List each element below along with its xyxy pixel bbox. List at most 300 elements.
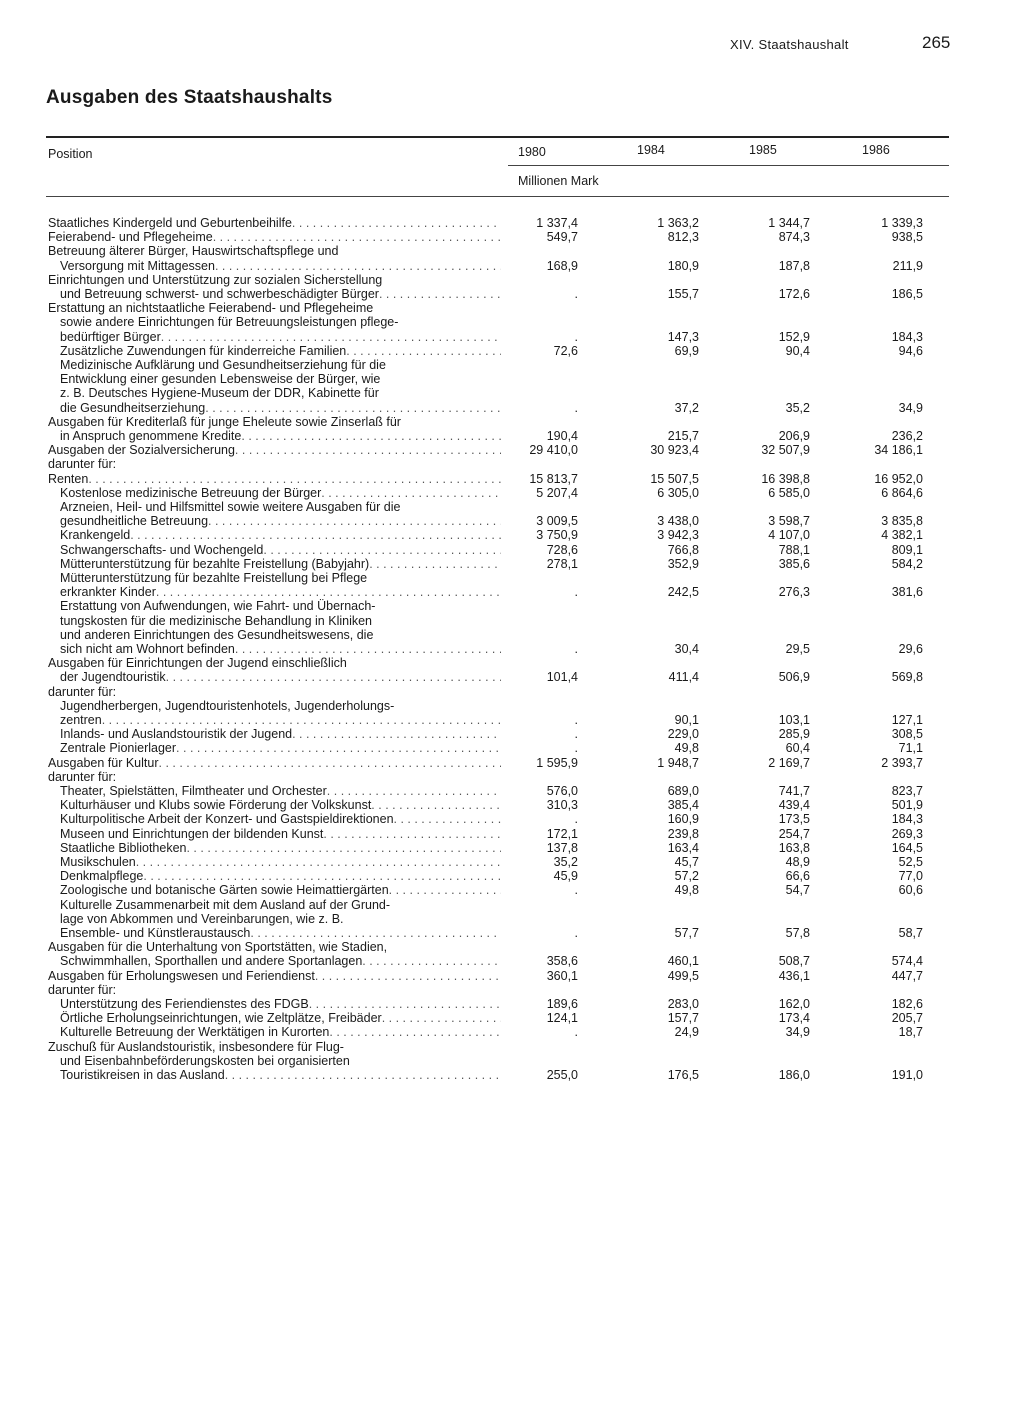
row-label-line	[48, 855, 501, 869]
row-label-line	[48, 841, 501, 855]
leader-dots	[235, 642, 501, 656]
row-label-line: Erstattung an nichtstaatliche Feierabend- und Pflegeheime	[48, 301, 374, 316]
cell-1984: 352,9	[667, 556, 699, 571]
row-label-line	[48, 1068, 501, 1082]
cell-1986: 236,2	[891, 428, 923, 443]
cell-1986: 381,6	[891, 585, 923, 600]
row-label-text: Schwangerschafts- und Wochengeld	[60, 542, 264, 557]
row-label-text: Unterstützung des Feriendienstes des FDGB	[60, 997, 309, 1011]
row-label-line	[48, 330, 501, 344]
leader-dots	[323, 827, 501, 841]
cell-1986: 16 952,0	[874, 471, 923, 486]
row-label-text: Zentrale Pionierlager	[60, 741, 177, 756]
cell-1986: 34,9	[898, 400, 923, 415]
leader-dots	[205, 401, 501, 415]
leader-dots	[394, 812, 501, 826]
row-label-line: Betreuung älterer Bürger, Hauswirtschaftspflege und	[48, 244, 339, 259]
cell-1984: 1 363,2	[657, 216, 699, 230]
cell-1986: 77,0	[898, 869, 923, 884]
cell-1984: 411,4	[668, 670, 699, 685]
cell-1986: 3 835,8	[881, 514, 923, 529]
row-label-line: lage von Abkommen und Vereinbarungen, wie z. B.	[60, 911, 344, 926]
cell-1985: 285,9	[778, 727, 810, 742]
row-label	[48, 230, 501, 244]
cell-1986: 205,7	[891, 1011, 923, 1026]
cell-1985: 3 598,7	[768, 514, 810, 529]
cell-1980: .	[574, 925, 578, 940]
row-label-line	[48, 543, 501, 557]
row-label-line	[48, 642, 501, 656]
cell-1984: 90,1	[674, 712, 699, 727]
cell-1980: 1 337,4	[536, 216, 578, 230]
cell-1980: 728,6	[546, 542, 578, 557]
leader-dots	[362, 954, 501, 968]
row-label	[48, 685, 501, 699]
cell-1986: 584,2	[891, 556, 923, 571]
leader-dots	[371, 798, 501, 812]
cell-1986: 2 393,7	[881, 755, 923, 770]
cell-1986: 182,6	[891, 997, 923, 1011]
row-label-text: Feierabend- und Pflegeheime	[48, 230, 213, 245]
row-label	[48, 1040, 501, 1083]
row-label	[48, 869, 501, 883]
row-label-text: in Anspruch genommene Kredite	[60, 428, 242, 443]
row-label-text: Renten	[48, 471, 89, 486]
row-label	[48, 443, 501, 457]
cell-1980: .	[574, 1025, 578, 1040]
leader-dots	[292, 727, 501, 741]
cell-1985: 874,3	[778, 230, 810, 245]
cell-1980: .	[574, 400, 578, 415]
cell-1985: 206,9	[778, 428, 810, 443]
row-label-text: Staatliche Bibliotheken	[60, 840, 187, 855]
cell-1986: 308,5	[891, 727, 923, 742]
cell-1985: 32 507,9	[761, 443, 810, 458]
cell-1984: 3 942,3	[657, 528, 699, 543]
row-label-text: Versorgung mit Mittagessen	[60, 258, 215, 273]
page-title: Ausgaben des Staatshaushalts	[46, 87, 333, 108]
cell-1986: 184,3	[891, 812, 923, 827]
cell-1980: .	[574, 727, 578, 742]
row-label	[48, 997, 501, 1011]
row-label	[48, 486, 501, 500]
leader-dots	[156, 585, 501, 599]
row-label-text: und Betreuung schwerst- und schwerbeschädigter Bürger	[60, 286, 379, 301]
row-label-text: Zusätzliche Zuwendungen für kinderreiche Familien	[60, 343, 347, 358]
row-label-text: Theater, Spielstätten, Filmtheater und Orchester	[60, 784, 327, 798]
section-title: XIV. Staatshaushalt	[730, 37, 849, 52]
cell-1980: 124,1	[546, 1011, 578, 1026]
cell-1980: 190,4	[546, 428, 578, 443]
row-label-text: Mütterunterstützung für bezahlte Freistellung (Babyjahr)	[60, 556, 370, 571]
row-label-text: Kostenlose medizinische Betreuung der Bürger	[60, 485, 322, 500]
cell-1980: .	[574, 712, 578, 727]
cell-1986: 29,6	[898, 641, 923, 656]
cell-1980: 3 009,5	[536, 514, 578, 529]
cell-1985: 29,5	[785, 641, 810, 656]
cell-1985: 152,9	[778, 329, 810, 344]
row-label-line	[48, 727, 501, 741]
cell-1986: 58,7	[898, 925, 923, 940]
row-label-line	[48, 756, 501, 770]
cell-1985: 506,9	[778, 670, 810, 685]
row-label	[48, 273, 501, 301]
cell-1985: 187,8	[778, 258, 810, 273]
row-label-text: Musikschulen	[60, 855, 136, 869]
cell-1986: 447,7	[891, 968, 923, 983]
cell-1984: 37,2	[674, 400, 699, 415]
row-label-line	[48, 230, 501, 244]
cell-1984: 160,9	[667, 812, 699, 827]
cell-1985: 66,6	[785, 869, 810, 884]
cell-1984: 24,9	[674, 1025, 699, 1040]
row-label-line: Erstattung von Aufwendungen, wie Fahrt- und Übernach-	[60, 599, 376, 614]
leader-dots	[215, 259, 501, 273]
cell-1980: 5 207,4	[536, 485, 578, 500]
cell-1984: 229,0	[667, 727, 699, 742]
cell-1985: 276,3	[778, 585, 810, 600]
row-label-line	[48, 216, 501, 230]
row-label-text: sich nicht am Wohnort befinden	[60, 641, 235, 656]
cell-1984: 812,3	[667, 230, 699, 245]
cell-1985: 173,4	[778, 1011, 810, 1026]
cell-1984: 163,4	[667, 840, 699, 855]
row-label-line	[48, 969, 501, 983]
units-rule	[508, 165, 949, 166]
cell-1986: 94,6	[898, 343, 923, 358]
row-label-line: Ausgaben für die Unterhaltung von Sportstätten, wie Stadien,	[48, 940, 388, 955]
cell-1986: 184,3	[891, 329, 923, 344]
leader-dots	[102, 713, 501, 727]
row-label	[48, 827, 501, 841]
cell-1980: 15 813,7	[529, 471, 578, 486]
cell-1986: 127,1	[891, 712, 923, 727]
leader-dots	[166, 670, 501, 684]
cell-1984: 180,9	[667, 258, 699, 273]
cell-1984: 689,0	[667, 784, 699, 798]
leader-dots	[389, 883, 501, 897]
row-label-line	[48, 429, 501, 443]
cell-1986: 191,0	[891, 1067, 923, 1082]
row-label-text: Schwimmhallen, Sporthallen und andere Sportanlagen	[60, 954, 363, 969]
table-top-rule	[46, 136, 949, 138]
leader-dots	[161, 330, 501, 344]
cell-1984: 15 507,5	[650, 471, 699, 486]
row-label-line	[48, 1011, 501, 1025]
leader-dots	[263, 543, 501, 557]
row-label-line: darunter für:	[48, 457, 117, 472]
row-label-line: Jugendherbergen, Jugendtouristenhotels, Jugenderholungs-	[60, 698, 395, 713]
cell-1985: 385,6	[778, 556, 810, 571]
cell-1986: 164,5	[891, 840, 923, 855]
row-label	[48, 969, 501, 983]
row-label	[48, 940, 501, 968]
cell-1985: 6 585,0	[768, 485, 810, 500]
cell-1980: 72,6	[553, 343, 578, 358]
cell-1984: 57,2	[674, 869, 699, 884]
cell-1985: 439,4	[778, 798, 810, 813]
cell-1985: 508,7	[778, 954, 810, 969]
row-label	[48, 727, 501, 741]
cell-1980: 549,7	[546, 230, 578, 245]
row-label-line: Entwicklung einer gesunden Lebensweise der Bürger, wie	[60, 372, 381, 387]
cell-1984: 766,8	[667, 542, 699, 557]
row-label	[48, 699, 501, 727]
leader-dots	[379, 287, 501, 301]
row-label-line	[48, 259, 501, 273]
row-label	[48, 812, 501, 826]
row-label-line	[48, 585, 501, 599]
row-label-line	[48, 997, 501, 1011]
row-label-text: Touristikreisen in das Ausland	[60, 1067, 225, 1082]
leader-dots	[241, 429, 501, 443]
row-label-line	[48, 869, 501, 883]
leader-dots	[136, 855, 501, 869]
cell-1986: 1 339,3	[881, 216, 923, 230]
cell-1984: 157,7	[667, 1011, 699, 1026]
cell-1980: .	[574, 741, 578, 756]
leader-dots	[143, 869, 501, 883]
row-label-line: Arzneien, Heil- und Hilfsmittel sowie weitere Ausgaben für die	[60, 500, 401, 514]
leader-dots	[208, 514, 501, 528]
row-label-line	[48, 344, 501, 358]
cell-1985: 16 398,8	[761, 471, 810, 486]
cell-1984: 49,8	[674, 883, 699, 898]
row-label-text: Inlands- und Auslandstouristik der Jugend	[60, 727, 293, 742]
leader-dots	[225, 1068, 501, 1082]
cell-1985: 48,9	[785, 855, 810, 869]
row-label-line	[48, 883, 501, 897]
leader-dots	[88, 472, 501, 486]
cell-1980: 29 410,0	[529, 443, 578, 458]
leader-dots	[235, 443, 501, 457]
cell-1986: 52,5	[898, 855, 923, 869]
leader-dots	[213, 230, 501, 244]
row-label-line	[48, 443, 501, 457]
row-label-line: z. B. Deutsches Hygiene-Museum der DDR, Kabinette für	[60, 386, 379, 401]
row-label-line	[48, 472, 501, 486]
cell-1984: 242,5	[667, 585, 699, 600]
cell-1980: 360,1	[546, 968, 578, 983]
cell-1980: 137,8	[546, 840, 578, 855]
row-label-line: darunter für:	[48, 769, 117, 784]
cell-1985: 173,5	[778, 812, 810, 827]
row-label-line: Zuschuß für Auslandstouristik, insbesondere für Flug-	[48, 1039, 344, 1054]
cell-1980: .	[574, 585, 578, 600]
row-label	[48, 656, 501, 684]
row-label-text: Ensemble- und Künstleraustausch	[60, 925, 251, 940]
leader-dots	[329, 1025, 501, 1039]
leader-dots	[382, 1011, 501, 1025]
cell-1986: 809,1	[891, 542, 923, 557]
leader-dots	[292, 216, 501, 230]
row-label-text: Zoologische und botanische Gärten sowie Heimattiergärten	[60, 883, 389, 898]
row-label-text: Kulturpolitische Arbeit der Konzert- und Gastspieldirektionen	[60, 812, 394, 827]
leader-dots	[130, 528, 501, 542]
cell-1984: 3 438,0	[657, 514, 699, 529]
row-label-text: Örtliche Erholungseinrichtungen, wie Zeltplätze, Freibäder	[60, 1011, 382, 1026]
row-label	[48, 784, 501, 798]
cell-1985: 163,8	[778, 840, 810, 855]
row-label-line	[48, 401, 501, 415]
column-header-1985: 1985	[749, 143, 777, 157]
cell-1980: 45,9	[553, 869, 578, 884]
cell-1985: 60,4	[785, 741, 810, 756]
page-number: 265	[922, 33, 951, 52]
leader-dots	[321, 486, 501, 500]
column-header-1984: 1984	[637, 143, 665, 157]
row-label	[48, 770, 501, 784]
cell-1980: 278,1	[546, 556, 578, 571]
row-label	[48, 543, 501, 557]
row-label-line: Kulturelle Zusammenarbeit mit dem Ausland auf der Grund-	[60, 897, 391, 912]
row-label	[48, 898, 501, 941]
leader-dots	[315, 969, 501, 983]
leader-dots	[176, 741, 501, 755]
row-label-line	[48, 798, 501, 812]
cell-1984: 45,7	[674, 855, 699, 869]
row-label-text: die Gesundheitserziehung	[60, 400, 206, 415]
cell-1986: 71,1	[898, 741, 923, 756]
row-label	[48, 457, 501, 471]
row-label	[48, 841, 501, 855]
cell-1986: 938,5	[891, 230, 923, 245]
row-label	[48, 1011, 501, 1025]
cell-1984: 49,8	[674, 741, 699, 756]
row-label-line	[48, 812, 501, 826]
row-label	[48, 415, 501, 443]
row-label-line: Einrichtungen und Unterstützung zur sozialen Sicherstellung	[48, 272, 383, 287]
row-label-text: erkrankter Kinder	[60, 585, 156, 600]
cell-1984: 1 948,7	[657, 755, 699, 770]
row-label	[48, 344, 501, 358]
cell-1985: 2 169,7	[768, 755, 810, 770]
cell-1980: .	[574, 883, 578, 898]
row-label	[48, 528, 501, 542]
cell-1984: 30 923,4	[650, 443, 699, 458]
cell-1984: 176,5	[667, 1067, 699, 1082]
cell-1985: 162,0	[778, 997, 810, 1011]
row-label-line: Ausgaben für Krediterlaß für junge Eheleute sowie Zinserlaß für	[48, 414, 401, 429]
cell-1980: 3 750,9	[536, 528, 578, 543]
row-label	[48, 883, 501, 897]
cell-1986: 18,7	[898, 1025, 923, 1040]
cell-1985: 788,1	[778, 542, 810, 557]
cell-1980: 101,4	[546, 670, 578, 685]
cell-1980: .	[574, 329, 578, 344]
row-label	[48, 599, 501, 656]
table-header-rule	[46, 196, 949, 197]
row-label-text: Ausgaben für Kultur	[48, 755, 159, 770]
cell-1984: 69,9	[674, 343, 699, 358]
cell-1980: .	[574, 286, 578, 301]
row-label	[48, 557, 501, 571]
cell-1986: 186,5	[891, 286, 923, 301]
cell-1986: 569,8	[891, 670, 923, 685]
row-label-text: der Jugendtouristik	[60, 670, 166, 685]
cell-1984: 215,7	[667, 428, 699, 443]
row-label-text: Ausgaben der Sozialversicherung	[48, 443, 235, 458]
cell-1984: 499,5	[667, 968, 699, 983]
cell-1984: 6 305,0	[657, 485, 699, 500]
row-label-line: sowie andere Einrichtungen für Betreuungsleistungen pflege-	[60, 315, 399, 330]
row-label-line: Mütterunterstützung für bezahlte Freistellung bei Pflege	[60, 571, 368, 585]
cell-1985: 254,7	[778, 826, 810, 841]
cell-1984: 57,7	[674, 925, 699, 940]
cell-1984: 30,4	[674, 641, 699, 656]
leader-dots	[186, 841, 501, 855]
cell-1985: 172,6	[778, 286, 810, 301]
row-label-text: Staatliches Kindergeld und Geburtenbeihilfe	[48, 216, 292, 230]
column-header-1980: 1980	[518, 145, 546, 159]
row-label-line	[48, 713, 501, 727]
cell-1986: 6 864,6	[881, 485, 923, 500]
cell-1984: 155,7	[667, 286, 699, 301]
cell-1984: 460,1	[667, 954, 699, 969]
row-label	[48, 798, 501, 812]
row-label-line	[48, 784, 501, 798]
row-label-text: Krankengeld	[60, 528, 131, 543]
cell-1984: 147,3	[667, 329, 699, 344]
leader-dots	[309, 997, 501, 1011]
cell-1985: 34,9	[785, 1025, 810, 1040]
row-label	[48, 472, 501, 486]
leader-dots	[346, 344, 501, 358]
cell-1985: 90,4	[785, 343, 810, 358]
row-label	[48, 500, 501, 528]
cell-1980: .	[574, 812, 578, 827]
cell-1986: 34 186,1	[874, 443, 923, 458]
row-label	[48, 301, 501, 344]
row-label-line	[48, 670, 501, 684]
row-label	[48, 244, 501, 272]
row-label-line	[48, 486, 501, 500]
cell-1980: 1 595,9	[536, 755, 578, 770]
cell-1985: 57,8	[785, 925, 810, 940]
cell-1986: 823,7	[891, 784, 923, 798]
cell-1980: 255,0	[546, 1067, 578, 1082]
row-label-line	[48, 741, 501, 755]
cell-1980: 310,3	[546, 798, 578, 813]
cell-1985: 103,1	[778, 712, 810, 727]
row-label	[48, 741, 501, 755]
cell-1980: 358,6	[546, 954, 578, 969]
row-label-line	[48, 827, 501, 841]
cell-1986: 269,3	[891, 826, 923, 841]
row-label-text: Denkmalpflege	[60, 869, 144, 884]
cell-1985: 54,7	[785, 883, 810, 898]
row-label	[48, 571, 501, 599]
row-label-line: und anderen Einrichtungen des Gesundheitswesens, die	[60, 627, 374, 642]
leader-dots	[369, 557, 501, 571]
cell-1985: 4 107,0	[768, 528, 810, 543]
cell-1980: .	[574, 641, 578, 656]
cell-1984: 239,8	[667, 826, 699, 841]
cell-1986: 501,9	[891, 798, 923, 813]
row-label-text: zentren	[60, 712, 102, 727]
row-label-line	[48, 926, 501, 940]
row-label	[48, 983, 501, 997]
cell-1985: 186,0	[778, 1067, 810, 1082]
cell-1985: 741,7	[778, 784, 810, 798]
cell-1980: 35,2	[553, 855, 578, 869]
row-label-line	[48, 954, 501, 968]
row-label-line: darunter für:	[48, 684, 117, 699]
cell-1980: 189,6	[546, 997, 578, 1011]
cell-1984: 283,0	[667, 997, 699, 1011]
cell-1980: 168,9	[546, 258, 578, 273]
row-label-line	[48, 528, 501, 542]
